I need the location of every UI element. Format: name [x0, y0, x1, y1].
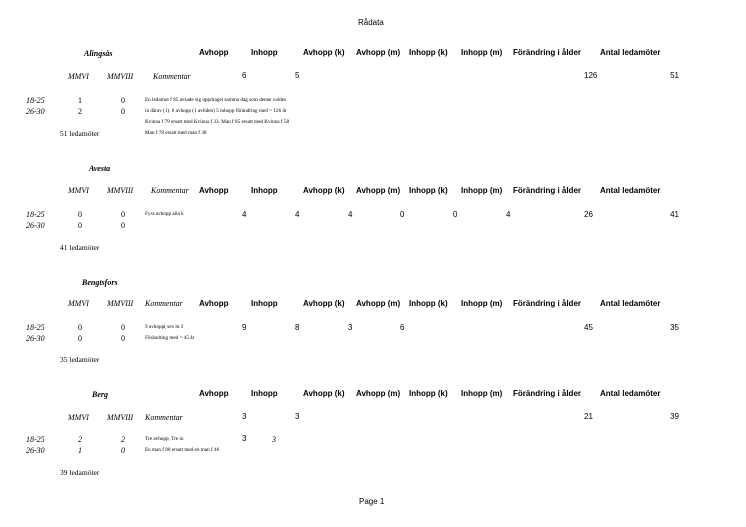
header-inhopp-k: Inhopp (k)	[409, 186, 448, 195]
stat-inhopp-k: 0	[453, 210, 458, 219]
mmvi-value: 0	[78, 210, 82, 219]
stat-antal: 35	[670, 323, 679, 332]
comment-line: 9 avhopp( sex m 3	[145, 324, 184, 330]
stat-forandring: 26	[584, 210, 593, 219]
mmvi-value: 0	[78, 334, 82, 343]
mmviii-value: 0	[121, 446, 125, 455]
municipality-name: Avesta	[89, 164, 111, 173]
stat-inhopp: 3	[295, 412, 300, 421]
stat-avhopp: 6	[242, 71, 247, 80]
stat-inhopp: 4	[295, 210, 300, 219]
header-forandring: Förändring i ålder	[513, 186, 582, 195]
municipality-name: Berg	[92, 390, 108, 399]
mmviii-value: 0	[121, 221, 125, 230]
header-inhopp-m: Inhopp (m)	[461, 186, 503, 195]
header-avhopp: Avhopp	[199, 48, 229, 57]
header-avhopp-k: Avhopp (k)	[303, 48, 345, 57]
mmvi-value: 0	[78, 323, 82, 332]
stat-antal: 51	[670, 71, 679, 80]
header-forandring: Förändring i ålder	[513, 299, 582, 308]
header-inhopp-k: Inhopp (k)	[409, 48, 448, 57]
row-avhopp: 3	[242, 434, 247, 443]
member-count: 41 ledamöter	[60, 243, 100, 252]
sub-mmviii: MMVIII	[107, 72, 134, 81]
header-antal: Antal ledamöter	[600, 48, 661, 57]
sub-kommentar: Kommentar	[145, 299, 183, 308]
mmvi-value: 1	[78, 96, 82, 105]
header-inhopp-k: Inhopp (k)	[409, 299, 448, 308]
header-inhopp-m: Inhopp (m)	[461, 48, 503, 57]
comment-line: in därav (1). 6 avhopp (1 avliden) 5 inhopp förändring med = 126 år	[145, 108, 287, 114]
sub-mmvi: MMVI	[68, 413, 89, 422]
member-count: 35 ledamöter	[60, 355, 100, 364]
header-inhopp: Inhopp	[251, 186, 278, 195]
sub-kommentar: Kommentar	[145, 413, 183, 422]
stat-antal: 39	[670, 412, 679, 421]
age-group-label: 26-30	[26, 334, 45, 343]
stat-avhopp-m: 6	[400, 323, 405, 332]
row-inhopp: 3	[272, 435, 276, 444]
header-avhopp-m: Avhopp (m)	[356, 299, 401, 308]
mmvi-value: 0	[78, 221, 82, 230]
member-count: 39 ledamöter	[60, 468, 100, 477]
header-inhopp: Inhopp	[251, 389, 278, 398]
stat-avhopp-k: 4	[348, 210, 353, 219]
sub-mmviii: MMVIII	[107, 299, 134, 308]
header-avhopp-m: Avhopp (m)	[356, 389, 401, 398]
header-antal: Antal ledamöter	[600, 299, 661, 308]
mmvi-value: 2	[78, 435, 82, 444]
stat-avhopp: 4	[242, 210, 247, 219]
age-group-label: 26-30	[26, 221, 45, 230]
comment-line: Tre avhopp, Tre in	[145, 436, 184, 442]
age-group-label: 18-25	[26, 96, 45, 105]
sub-kommentar: Kommentar	[153, 72, 191, 81]
header-avhopp-m: Avhopp (m)	[356, 48, 401, 57]
mmviii-value: 0	[121, 210, 125, 219]
member-count: 51 ledamöter	[60, 129, 100, 138]
age-group-label: 26-30	[26, 107, 45, 116]
stat-forandring: 45	[584, 323, 593, 332]
age-group-label: 18-25	[26, 323, 45, 332]
header-avhopp: Avhopp	[199, 299, 229, 308]
age-group-label: 18-25	[26, 435, 45, 444]
page-footer: Page 1	[359, 497, 385, 506]
comment-line: Kvinna f 79 ersatt med Kvinna f 33. Man f 85 ersatt med Kvinna f 58	[145, 119, 290, 125]
sub-mmvi: MMVI	[68, 72, 89, 81]
header-antal: Antal ledamöter	[600, 186, 661, 195]
comment-line: Fyra avhopp alla k	[145, 211, 184, 217]
municipality-name: Alingsås	[84, 49, 113, 58]
header-antal: Antal ledamöter	[600, 389, 661, 398]
header-forandring: Förändring i ålder	[513, 48, 582, 57]
header-inhopp-m: Inhopp (m)	[461, 299, 503, 308]
age-group-label: 18-25	[26, 210, 45, 219]
stat-inhopp-m: 4	[506, 210, 511, 219]
header-avhopp-k: Avhopp (k)	[303, 389, 345, 398]
header-avhopp-m: Avhopp (m)	[356, 186, 401, 195]
mmviii-value: 0	[121, 107, 125, 116]
sub-kommentar: Kommentar	[151, 186, 189, 195]
mmviii-value: 0	[121, 96, 125, 105]
comment-line: En man f 80 ersatt med en man f 46	[145, 447, 220, 453]
stat-avhopp: 3	[242, 412, 247, 421]
mmvi-value: 1	[78, 446, 82, 455]
sub-mmviii: MMVIII	[107, 413, 134, 422]
mmvi-value: 2	[78, 107, 82, 116]
header-inhopp: Inhopp	[251, 299, 278, 308]
stat-forandring: 126	[584, 71, 598, 80]
sub-mmvi: MMVI	[68, 186, 89, 195]
report-title: Rådata	[358, 18, 384, 27]
mmviii-value: 2	[121, 435, 125, 444]
stat-forandring: 21	[584, 412, 593, 421]
stat-inhopp: 5	[295, 71, 300, 80]
comment-line: Man f 78 ersatt med man f 38	[145, 130, 207, 136]
sub-mmvi: MMVI	[68, 299, 89, 308]
comment-line: Förändring med = 45 år	[145, 335, 195, 341]
stat-antal: 41	[670, 210, 679, 219]
sub-mmviii: MMVIII	[107, 186, 134, 195]
header-inhopp: Inhopp	[251, 48, 278, 57]
header-inhopp-k: Inhopp (k)	[409, 389, 448, 398]
stat-avhopp-m: 0	[400, 210, 405, 219]
header-avhopp: Avhopp	[199, 389, 229, 398]
stat-avhopp: 9	[242, 323, 247, 332]
age-group-label: 26-30	[26, 446, 45, 455]
header-avhopp-k: Avhopp (k)	[303, 299, 345, 308]
header-inhopp-m: Inhopp (m)	[461, 389, 503, 398]
municipality-name: Bengtsfors	[82, 278, 118, 287]
stat-inhopp: 8	[295, 323, 300, 332]
stat-avhopp-k: 3	[348, 323, 353, 332]
mmviii-value: 0	[121, 334, 125, 343]
comment-line: En ledamot f 85 avsade sig uppdraget samma dag som denne valdes	[145, 97, 287, 103]
header-avhopp: Avhopp	[199, 186, 229, 195]
header-forandring: Förändring i ålder	[513, 389, 582, 398]
header-avhopp-k: Avhopp (k)	[303, 186, 345, 195]
mmviii-value: 0	[121, 323, 125, 332]
